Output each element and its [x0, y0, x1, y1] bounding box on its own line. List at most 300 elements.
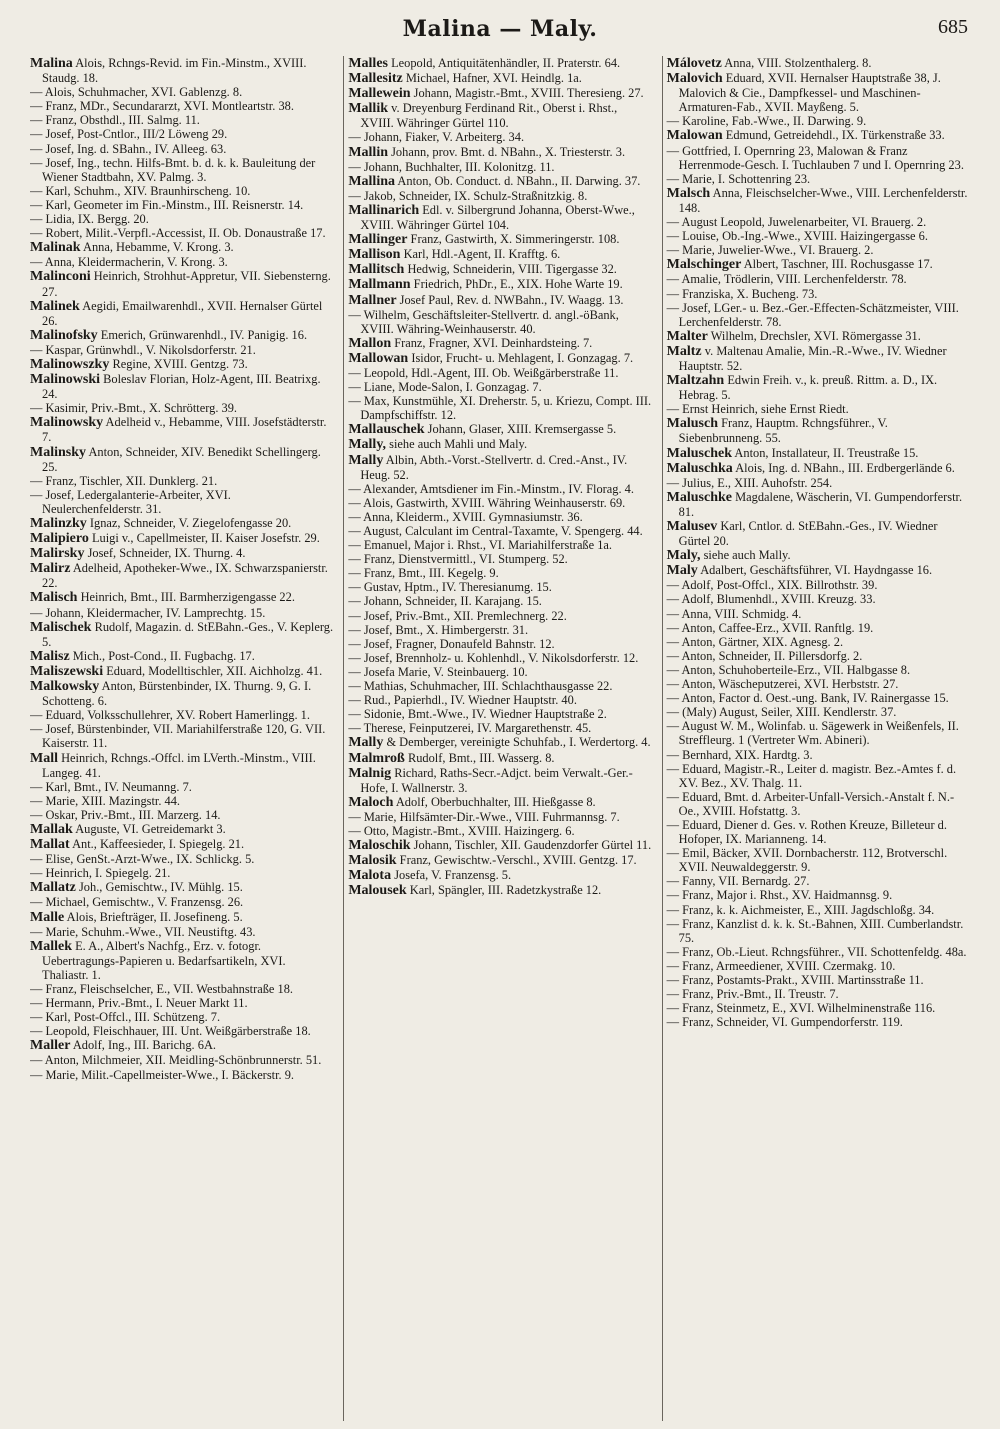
directory-entry [348, 868, 651, 883]
entry-text: — Elise, GenSt.-Arzt-Wwe., IX. Schlickg. 5. [30, 852, 255, 867]
directory-entry [348, 293, 651, 308]
entry-text: — Eduard, Magistr.-R., Leiter d. magistr. Bez.-Amtes f. d. XV. Bez., XV. Thalg. 11. [666, 761, 957, 790]
entry-name: Maly, [666, 548, 701, 564]
entry-text: Leopold, Antiquitätenhändler, II. Praterstr. 64. [391, 56, 621, 70]
entry-text: — August W. M., Wolinfab. u. Sägewerk in Weißenfels, II. Streffleurg. 1 (Vertreter Wm. Abineri). [666, 719, 959, 748]
directory-entry [667, 790, 970, 818]
entry-text: — Franz, Dienstvermittl., VI. Stumperg. 52. [348, 552, 568, 567]
directory-entry [348, 232, 651, 247]
directory-entry [667, 71, 970, 114]
entry-text: Franz, Fragner, XVI. Deinhardsteing. 7. [394, 335, 593, 350]
entry-text: — Anton, Caffee-Erz., XVII. Ranftlg. 19. [666, 620, 874, 635]
entry-text: — Michael, Gemischtw., V. Franzensg. 26. [30, 895, 244, 910]
page-title: Malina — Maly. [402, 16, 598, 42]
entry-text: — Anna, Kleiderm., XVIII. Gymnasiumstr. 36. [348, 509, 583, 524]
entry-text: Franz, Hauptm. Rchngsführer., V. Siebenbrunneng. 55. [678, 416, 888, 446]
entry-name: Malirsky [30, 546, 85, 562]
entry-text: — Adolf, Post-Offcl., XIX. Billrothstr. 39. [666, 578, 878, 593]
directory-entry [667, 959, 970, 973]
directory-entry [348, 524, 651, 538]
directory-entry [348, 453, 651, 482]
column-right [662, 56, 970, 1421]
entry-text: Anton, Schneider, XIV. Benedikt Schellingerg. 25. [42, 444, 321, 474]
directory-entry [348, 145, 651, 160]
entry-text: — Marie, XIII. Mazingstr. 44. [30, 793, 181, 808]
entry-text: Isidor, Frucht- u. Mehlagent, I. Gonzagag. 7. [411, 350, 634, 365]
entry-text: — Mathias, Schuhmacher, III. Schlachthausgasse 22. [348, 679, 613, 694]
entry-text: Aegidi, Emailwarenhdl., XVII. Hernalser Gürtel 26. [42, 298, 323, 328]
directory-entry [30, 299, 333, 328]
entry-text: — Adolf, Blumenhdl., XVIII. Kreuzg. 33. [666, 592, 876, 607]
page-number: 685 [938, 16, 968, 38]
entry-text: — Josef, Fragner, Donaufeld Bahnstr. 12. [348, 636, 555, 651]
entry-text: — Anton, Gärtner, XIX. Agnesg. 2. [666, 634, 844, 649]
directory-entry [667, 144, 970, 172]
page-header [30, 12, 970, 52]
entry-text: — Gottfried, I. Opernring 23, Malowan & Franz Herrenmode-Gesch. I. Tuchlauben 7 und I. Opernring 23. [666, 143, 964, 172]
directory-entry [667, 945, 970, 959]
entry-text: — Josefa Marie, V. Steinbauerg. 10. [348, 664, 528, 679]
directory-entry [30, 996, 333, 1010]
directory-entry [30, 939, 333, 982]
directory-entry [667, 446, 970, 461]
directory-entry [348, 277, 651, 292]
entry-text: — Josef, Bmt., X. Himbergerstr. 31. [348, 622, 529, 637]
entry-text: siehe auch Mahli und Maly. [389, 437, 528, 452]
directory-entry [348, 824, 651, 838]
entry-text: — Louise, Ob.-Ing.-Wwe., XVIII. Haizingergasse 6. [666, 229, 928, 244]
entry-text: Anton, Bürstenbinder, IX. Thurng. 9, G. I. Schotteng. 6. [42, 679, 312, 709]
entry-text: — Marie, Hilfsämter-Dir.-Wwe., VIII. Fuhrmannsg. 7. [348, 809, 620, 824]
entry-name: Malle [30, 909, 65, 925]
entry-text: — Anna, Kleidermacherin, V. Krong. 3. [30, 255, 228, 270]
entry-name: Malousek [348, 883, 407, 899]
directory-entry [348, 883, 651, 898]
entry-text: — Franz, Fleischselcher, E., VII. Westbahnstraße 18. [30, 982, 294, 996]
directory-entry [667, 888, 970, 902]
directory-entry [667, 563, 970, 578]
directory-entry [30, 56, 333, 85]
entry-text: — Franz, Obsthdl., III. Salmg. 11. [30, 113, 200, 128]
entry-name: Malosik [348, 853, 397, 869]
entry-text: Eduard, Modelltischler, XII. Aichholzg. 41. [106, 663, 323, 678]
entry-text: Karl, Spängler, III. Radetzkystraße 12. [409, 883, 602, 898]
directory-entry [667, 677, 970, 691]
directory-entry [30, 226, 333, 240]
directory-entry [348, 751, 651, 766]
entry-name: Mallesitz [348, 71, 403, 87]
entry-text: Ant., Kaffeesieder, I. Spiegelg. 21. [72, 837, 245, 852]
directory-entry [348, 130, 651, 144]
entry-name: Maloschik [348, 838, 411, 854]
entry-text: — Gustav, Hptm., IV. Theresianumg. 15. [348, 580, 552, 595]
entry-text: — Josef, Brennholz- u. Kohlenhdl., V. Nikolsdorferstr. 12. [348, 650, 639, 665]
directory-entry [348, 203, 651, 232]
entry-text: Alois, Briefträger, II. Josefineng. 5. [66, 909, 243, 924]
entry-text: v. Dreyenburg Ferdinand Rit., Oberst i. Rhst., XVIII. Währinger Gürtel 110. [360, 101, 618, 131]
entry-text: Edmund, Getreidehdl., IX. Türkenstraße 33. [725, 128, 945, 143]
entry-text: — Rud., Papierhdl., IV. Wiedner Hauptstr. 40. [348, 693, 577, 708]
directory-entry [30, 269, 333, 298]
directory-entry [667, 114, 970, 128]
entry-text: — Franz, Schneider, VI. Gumpendorferstr. 119. [666, 1015, 903, 1030]
directory-entry [667, 1015, 970, 1029]
directory-entry [30, 546, 333, 561]
directory-entry [30, 255, 333, 269]
directory-entry [348, 336, 651, 351]
directory-entry [667, 301, 970, 329]
entry-text: — Julius, E., XIII. Auhofstr. 254. [666, 475, 833, 490]
directory-entry [348, 262, 651, 277]
entry-name: Mallison [348, 247, 401, 263]
entry-text: — Jakob, Schneider, IX. Schulz-Straßnitzkig. 8. [348, 188, 588, 203]
directory-entry [348, 308, 651, 336]
entry-text: — Sidonie, Bmt.-Wwe., IV. Wiedner Hauptstraße 2. [348, 707, 607, 722]
directory-entry [30, 561, 333, 590]
entry-text: — Bernhard, XIX. Hardtg. 3. [666, 747, 813, 762]
entry-text: Johann, prov. Bmt. d. NBahn., X. Triesterstr. 3. [391, 144, 626, 159]
directory-entry [348, 174, 651, 189]
entry-text: — Anton, Wäscheputzerei, XVI. Herbststr. 27. [666, 677, 899, 692]
entry-text: Friedrich, PhDr., E., XIX. Hohe Warte 19. [413, 277, 623, 292]
directory-entry [667, 329, 970, 344]
entry-text: — Johann, Fiaker, V. Arbeiterg. 34. [348, 130, 525, 145]
entry-name: Malinowsky [30, 415, 104, 431]
directory-entry [348, 496, 651, 510]
entry-text: — Franz, Kanzlist d. k. k. St.-Bahnen, XIII. Cumberlandstr. 75. [666, 916, 964, 945]
entry-text: Adolf, Ing., III. Barichg. 6A. [72, 1038, 216, 1053]
directory-entry [348, 189, 651, 203]
entry-text: — Robert, Milit.-Verpfl.-Accessist, II. Ob. Donaustraße 17. [30, 226, 326, 241]
entry-name: Malinowszky [30, 356, 110, 372]
directory-entry [667, 416, 970, 445]
entry-name: Malnig [348, 765, 392, 781]
entry-name: Malles [348, 56, 388, 71]
entry-text: E. A., Albert's Nachfg., Erz. v. fotogr. Uebertragungs-Papieren u. Bedarfsartikeln, XVI. Thaliastr. 1. [42, 938, 286, 982]
directory-entry [348, 422, 651, 437]
entry-text: Eduard, XVII. Hernalser Hauptstraße 38, J. Malovich & Cie., Dampfkessel- und Maschinen-Armaturen-Fab., XVII. Mayßeng. 5. [678, 71, 941, 115]
directory-entry [667, 607, 970, 621]
directory-entry [348, 437, 651, 452]
entry-name: Mallowan [348, 350, 409, 366]
directory-entry [667, 719, 970, 747]
entry-text: Adalbert, Geschäftsführer, VI. Haydngasse 16. [700, 563, 933, 578]
entry-text: — Josef, LGer.- u. Bez.-Ger.-Effecten-Schätzmeister, VIII. Lerchenfelderstr. 78. [666, 300, 959, 329]
entry-name: Malinsky [30, 444, 87, 460]
entry-text: Boleslav Florian, Holz-Agent, III. Beatrixg. 24. [42, 372, 321, 402]
entry-text: — Franz, Ob.-Lieut. Rchngsführer., VII. Schottenfeldg. 48a. [666, 944, 967, 959]
entry-text: Heinrich, Rchngs.-Offcl. im LVerth.-Minstm., VIII. Langeg. 41. [42, 750, 316, 780]
entry-name: Maly [666, 563, 698, 579]
directory-entry [348, 247, 651, 262]
directory-entry [667, 818, 970, 846]
directory-entry [30, 531, 333, 546]
entry-text: — Karl, Schuhm., XIV. Braunhirscheng. 10. [30, 183, 251, 198]
entry-name: Mall [30, 750, 58, 766]
entry-text: — Franz, Tischler, XII. Dunklerg. 21. [30, 473, 218, 488]
directory-entry [30, 415, 333, 444]
entry-text: Alois, Rchngs-Revid. im Fin.-Minstm., XVIII. Staudg. 18. [42, 56, 307, 86]
entry-name: Maluschka [666, 460, 733, 476]
entry-text: Franz, Gastwirth, X. Simmeringerstr. 108. [410, 232, 620, 247]
directory-entry [667, 846, 970, 874]
entry-text: Karl, Hdl.-Agent, II. Krafftg. 6. [403, 247, 561, 262]
entry-text: Heinrich, Strohhut-Appretur, VII. Siebensterng. 27. [42, 269, 331, 299]
directory-entry [667, 917, 970, 945]
entry-text: v. Maltenau Amalie, Min.-R.-Wwe., IV. Wiedner Hauptstr. 52. [678, 343, 947, 373]
entry-name: Malipiero [30, 531, 89, 547]
directory-entry [667, 903, 970, 917]
entry-text: — Alois, Schuhmacher, XVI. Gablenzg. 8. [30, 85, 243, 100]
entry-text: — Eduard, Volksschullehrer, XV. Robert Hamerlingg. 1. [30, 708, 310, 723]
entry-text: Johann, Tischler, XII. Gaudenzdorfer Gürtel 11. [413, 838, 652, 853]
directory-entry [30, 1068, 333, 1082]
directory-entry [667, 215, 970, 229]
entry-text: — Marie, I. Schottenring 23. [666, 171, 811, 186]
directory-entry [348, 86, 651, 101]
entry-text: Adelheid v., Hebamme, VIII. Josefstädterstr. 7. [42, 415, 327, 445]
entry-text: — Otto, Magistr.-Bmt., XVIII. Haizingerg. 6. [348, 823, 575, 838]
directory-entry [30, 401, 333, 415]
entry-text: Adolf, Oberbuchhalter, III. Hießgasse 8. [395, 794, 596, 809]
entry-text: Anton, Ob. Conduct. d. NBahn., II. Darwing. 37. [397, 173, 641, 188]
entry-name: Malirz [30, 561, 71, 577]
entry-text: Rudolf, Magazin. d. StEBahn.-Ges., V. Keplerg. 5. [42, 619, 334, 649]
entry-name: Maltzahn [666, 373, 725, 389]
entry-text: — Josef, Ing., techn. Hilfs-Bmt. b. d. k. k. Bauleitung der Wiener Stadtbahn, XV. Palmg. 3. [30, 155, 316, 184]
directory-entry [348, 853, 651, 868]
directory-entry [348, 101, 651, 130]
directory-entry [30, 808, 333, 822]
entry-text: Karl, Cntlor. d. StEBahn.-Ges., IV. Wiedner Gürtel 20. [678, 519, 938, 549]
entry-text: — Franz, Bmt., III. Kegelg. 9. [348, 566, 499, 581]
entry-name: Malovich [666, 71, 723, 87]
directory-entry [348, 160, 651, 174]
entry-text: — Karl, Post-Offcl., III. Schützeng. 7. [30, 1010, 221, 1025]
entry-text: Josefa, V. Franzensg. 5. [394, 868, 512, 883]
directory-entry [30, 780, 333, 794]
directory-entry [348, 71, 651, 86]
directory-entry [348, 693, 651, 707]
directory-entry [30, 837, 333, 852]
directory-entry [348, 510, 651, 524]
entry-text: siehe auch Mally. [703, 548, 791, 563]
entry-text: — Leopold, Fleischhauer, III. Unt. Weißgärberstraße 18. [30, 1024, 311, 1039]
entry-text: — August, Calculant im Central-Taxamte, V. Spengerg. 44. [348, 524, 643, 538]
entry-name: Malinconi [30, 269, 91, 285]
directory-entry [30, 620, 333, 649]
directory-entry [667, 748, 970, 762]
directory-entry [667, 287, 970, 301]
entry-text: — Wilhelm, Geschäftsleiter-Stellvertr. d. angl.-öBank, XVIII. Währing-Weinhauserstr. 40. [348, 307, 619, 336]
directory-entry [30, 328, 333, 343]
entry-text: — Anton, Schuhoberteile-Erz., VII. Halbgasse 8. [666, 662, 911, 677]
directory-entry [667, 649, 970, 663]
directory-entry [348, 380, 651, 394]
entry-name: Malinzky [30, 516, 87, 531]
entry-name: Mallak [30, 821, 73, 837]
entry-name: Malisch [30, 590, 78, 606]
entry-name: Malischek [30, 619, 92, 635]
directory-entry [30, 722, 333, 750]
entry-text: Anna, VIII. Stolzenthalerg. 8. [724, 56, 872, 70]
entry-text: Albin, Abth.-Vorst.-Stellvertr. d. Cred.-Anst., IV. Heug. 52. [360, 452, 628, 482]
directory-entry [30, 664, 333, 679]
entry-name: Maloch [348, 794, 394, 810]
entry-name: Mallitsch [348, 262, 405, 278]
directory-entry [348, 679, 651, 693]
entry-name: Mallek [30, 938, 72, 954]
entry-text: — Johann, Schneider, II. Karajang. 15. [348, 594, 542, 609]
entry-text: — Marie, Milit.-Capellmeister-Wwe., I. Bäckerstr. 9. [30, 1067, 295, 1082]
directory-entry [30, 474, 333, 488]
directory-entry [30, 1010, 333, 1024]
entry-name: Malmroß [348, 750, 405, 766]
entry-text: Heinrich, Bmt., III. Barmherzigengasse 22. [80, 590, 295, 605]
entry-text: Johann, Glaser, XIII. Kremsergasse 5. [427, 422, 617, 437]
entry-name: Mallauschek [348, 422, 425, 438]
directory-entry [667, 1001, 970, 1015]
directory-entry [667, 56, 970, 71]
entry-text: Josef, Schneider, IX. Thurng. 4. [87, 546, 246, 561]
directory-entry [348, 580, 651, 594]
entry-text: — Josef, Post-Cntlor., III/2 Löweng 29. [30, 127, 228, 142]
directory-entry [348, 721, 651, 735]
directory-entry [348, 637, 651, 651]
entry-text: Emerich, Grünwarenhdl., IV. Panigig. 16. [100, 327, 308, 342]
entry-text: & Demberger, vereinigte Schuhfab., I. Werdertorg. 4. [386, 735, 651, 750]
entry-name: Malsch [666, 185, 711, 201]
directory-entry [30, 822, 333, 837]
entry-text: — Josef, Priv.-Bmt., XII. Premlechnerg. 22. [348, 608, 567, 623]
entry-text: — Franz, MDr., Secundararzt, XVI. Montleartstr. 38. [30, 99, 294, 114]
entry-name: Malisz [30, 648, 70, 664]
directory-entry [30, 708, 333, 722]
directory-entry [667, 874, 970, 888]
directory-entry [348, 810, 651, 824]
entry-text: — Anton, Milchmeier, XII. Meidling-Schönbrunnerstr. 51. [30, 1053, 322, 1068]
entry-text: — Therese, Feinputzerei, IV. Margarethenstr. 45. [348, 721, 592, 736]
entry-text: — Karoline, Fab.-Wwe., II. Darwing. 9. [666, 114, 867, 129]
directory-entry [30, 343, 333, 357]
entry-text: — Heinrich, I. Spiegelg. 21. [30, 866, 171, 881]
directory-entry [30, 982, 333, 996]
entry-text: — Kaspar, Grünwhdl., V. Nikolsdorferstr. 21. [30, 342, 256, 357]
directory-entry [30, 1024, 333, 1038]
directory-columns [30, 56, 970, 1421]
entry-name: Maluschek [666, 445, 732, 461]
directory-entry [348, 651, 651, 665]
directory-entry [667, 490, 970, 519]
entry-name: Malinowski [30, 372, 101, 388]
directory-entry [667, 186, 970, 215]
directory-entry [667, 344, 970, 373]
entry-text: — Amalie, Trödlerin, VIII. Lerchenfelderstr. 78. [666, 272, 907, 287]
entry-name: Malota [348, 868, 392, 884]
entry-name: Málovetz [666, 56, 722, 71]
column-middle [343, 56, 651, 1421]
directory-entry [30, 113, 333, 127]
directory-entry [30, 679, 333, 708]
directory-entry [30, 142, 333, 156]
directory-entry [348, 394, 651, 422]
directory-entry [348, 707, 651, 721]
entry-name: Malkowsky [30, 679, 100, 695]
directory-entry [30, 925, 333, 939]
directory-entry [30, 1038, 333, 1053]
entry-text: Alois, Ing. d. NBahn., III. Erdbergerlände 6. [735, 460, 955, 475]
directory-entry [348, 766, 651, 795]
directory-entry [348, 623, 651, 637]
directory-entry [30, 198, 333, 212]
entry-text: — Eduard, Bmt. d. Arbeiter-Unfall-Versich.-Anstalt f. N.-Oe., XVIII. Hofstattg. 3. [666, 789, 955, 818]
entry-text: Anna, Hebamme, V. Krong. 3. [83, 240, 234, 255]
directory-entry [667, 373, 970, 402]
directory-entry [30, 852, 333, 866]
entry-text: — Kasimir, Priv.-Bmt., X. Schrötterg. 39. [30, 401, 238, 416]
entry-text: Magdalene, Wäscherin, VI. Gumpendorferstr. 81. [678, 489, 963, 519]
entry-name: Mally [348, 452, 384, 468]
directory-entry [667, 272, 970, 286]
directory-entry [348, 366, 651, 380]
entry-text: — Ernst Heinrich, siehe Ernst Riedt. [666, 402, 849, 417]
entry-text: — Alois, Gastwirth, XVIII. Währing Weinhauserstr. 69. [348, 495, 626, 510]
directory-entry [348, 795, 651, 810]
entry-name: Malusch [666, 416, 718, 432]
directory-entry [348, 594, 651, 608]
entry-text: Joh., Gemischtw., IV. Mühlg. 15. [78, 880, 243, 895]
entry-text: Mich., Post-Cond., II. Fugbachg. 17. [72, 648, 255, 663]
directory-entry [667, 519, 970, 548]
directory-entry [30, 212, 333, 226]
entry-text: — Josef, Bürstenbinder, VII. Mariahilferstraße 120, G. VII. Kaiserstr. 11. [30, 722, 326, 751]
entry-name: Maliszewski [30, 663, 104, 679]
directory-entry [667, 705, 970, 719]
directory-entry [30, 866, 333, 880]
entry-text: Josef Paul, Rev. d. NWBahn., IV. Waagg. 13. [399, 292, 624, 307]
directory-entry [30, 357, 333, 372]
entry-name: Malina [30, 56, 73, 71]
directory-entry [667, 476, 970, 490]
entry-text: — August Leopold, Juwelenarbeiter, VI. Brauerg. 2. [666, 215, 927, 230]
directory-entry [30, 880, 333, 895]
directory-entry [667, 257, 970, 272]
entry-name: Mallatz [30, 880, 76, 896]
entry-name: Mallinarich [348, 202, 420, 218]
entry-text: Albert, Taschner, III. Rochusgasse 17. [743, 257, 933, 272]
entry-text: — Lidia, IX. Bergg. 20. [30, 212, 149, 227]
entry-text: — Franz, Postamts-Prakt., XVIII. Martinsstraße 11. [666, 973, 924, 987]
entry-text: Anna, Fleischselcher-Wwe., VIII. Lerchenfelderstr. 148. [678, 185, 968, 215]
directory-entry [30, 1053, 333, 1067]
entry-text: Regine, XVIII. Gentzg. 73. [112, 356, 248, 371]
directory-entry [667, 592, 970, 606]
entry-name: Mallner [348, 292, 397, 308]
entry-text: Michael, Hafner, XVI. Heindlg. 1a. [405, 71, 582, 86]
entry-name: Mallina [348, 173, 395, 189]
entry-name: Maluschke [666, 489, 732, 505]
entry-name: Malinofsky [30, 327, 98, 343]
entry-text: Richard, Raths-Secr.-Adjct. beim Verwalt.-Ger.-Hofe, I. Wallnerstr. 3. [360, 765, 633, 795]
entry-text: Auguste, VI. Getreidemarkt 3. [75, 821, 226, 836]
directory-entry [667, 461, 970, 476]
entry-text: — Marie, Juwelier-Wwe., VI. Brauerg. 2. [666, 243, 874, 258]
directory-entry [667, 578, 970, 592]
entry-name: Mallin [348, 144, 388, 160]
entry-text: Ignaz, Schneider, V. Ziegelofengasse 20. [89, 516, 292, 530]
entry-text: — Franz, k. k. Aichmeister, E., XIII. Jagdschloßg. 34. [666, 902, 935, 917]
entry-text: — Franz, Priv.-Bmt., II. Treustr. 7. [666, 987, 839, 1002]
